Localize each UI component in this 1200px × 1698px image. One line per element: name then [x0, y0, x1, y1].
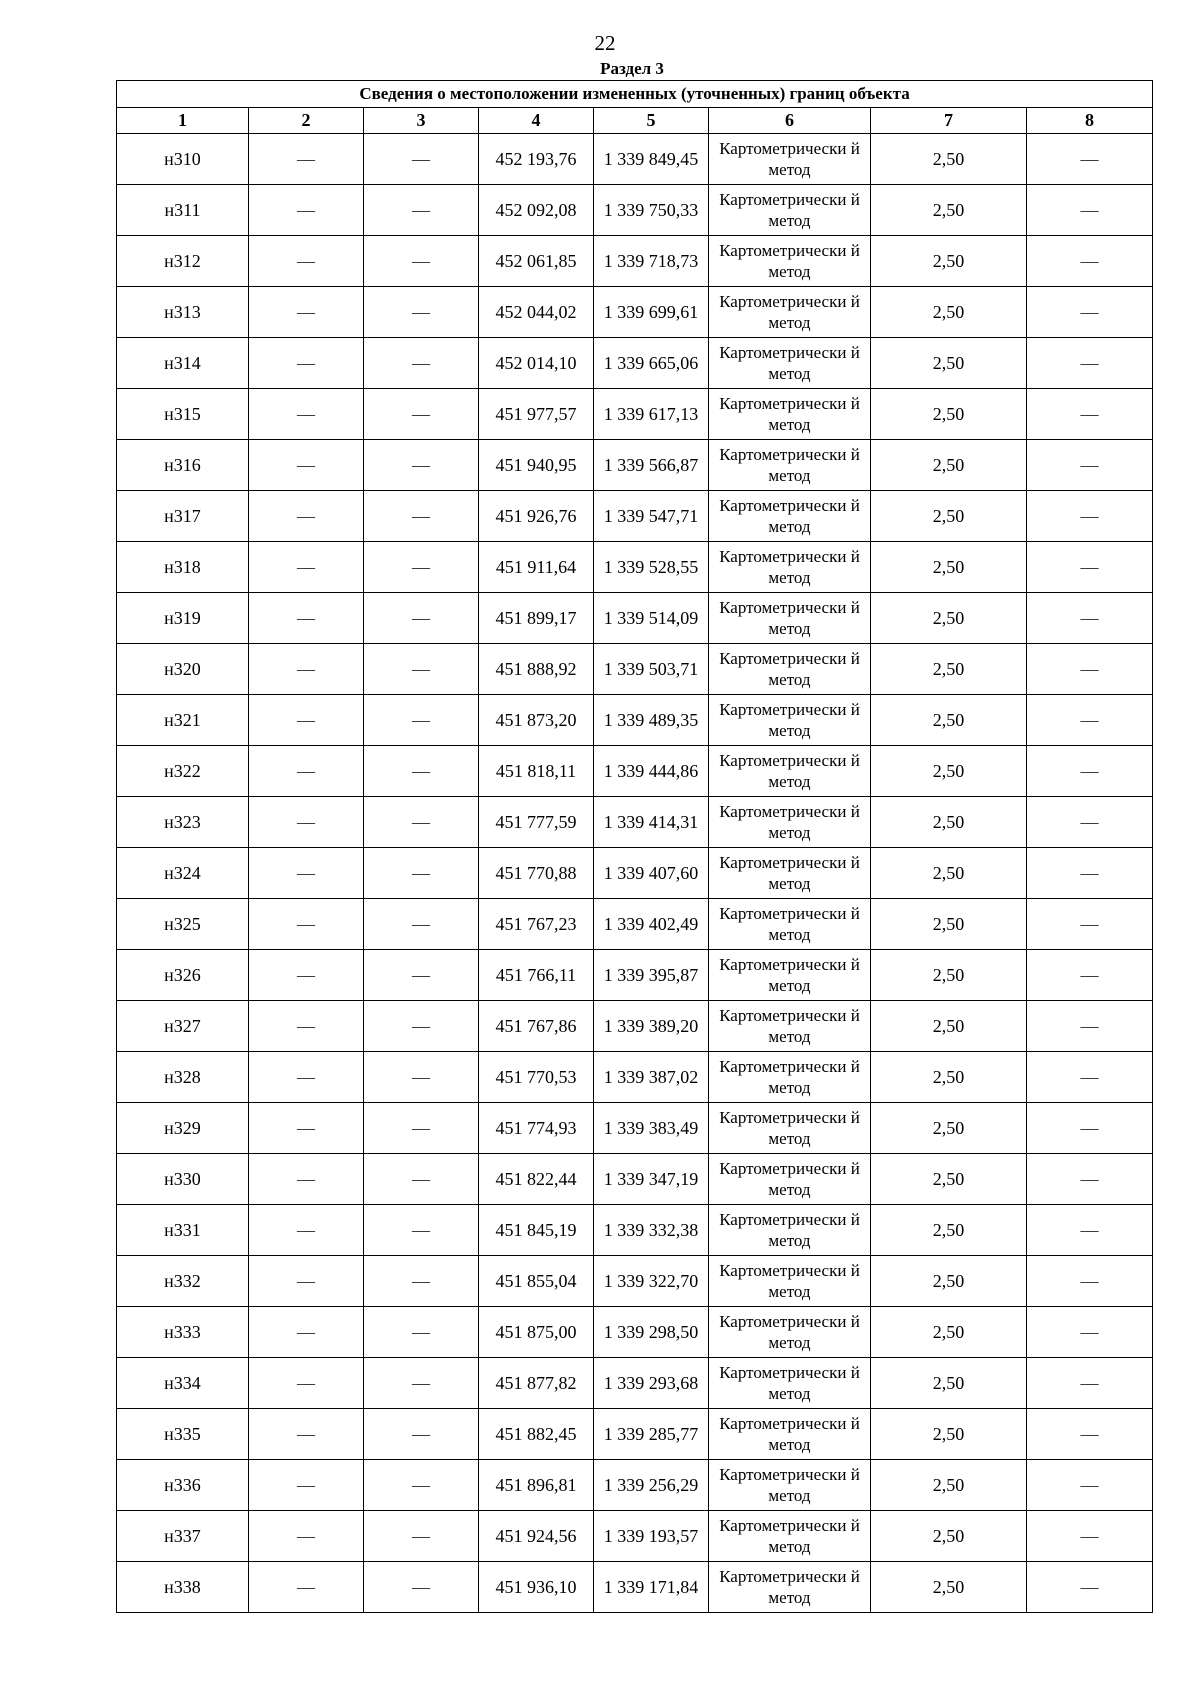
- x-coordinate-cell: 451 767,23: [479, 899, 594, 950]
- method-cell: Картометрически й метод: [709, 1052, 871, 1103]
- table-row: [117, 185, 1153, 236]
- accuracy-cell: 2,50: [871, 695, 1027, 746]
- point-number-cell: н325: [117, 899, 249, 950]
- method-cell: Картометрически й метод: [709, 1460, 871, 1511]
- x-coordinate-cell: 452 193,76: [479, 134, 594, 185]
- table-row: [117, 1256, 1153, 1307]
- x-coordinate-cell: 451 940,95: [479, 440, 594, 491]
- col8-cell: —: [1027, 1307, 1153, 1358]
- point-number-cell: н331: [117, 1205, 249, 1256]
- x-coordinate-cell: 451 911,64: [479, 542, 594, 593]
- col2-cell: —: [249, 1052, 364, 1103]
- col3-cell: —: [364, 134, 479, 185]
- method-cell: Картометрически й метод: [709, 1511, 871, 1562]
- table-row: [117, 1409, 1153, 1460]
- y-coordinate-cell: 1 339 489,35: [594, 695, 709, 746]
- col3-cell: —: [364, 1460, 479, 1511]
- method-cell: Картометрически й метод: [709, 1562, 871, 1613]
- method-cell: Картометрически й метод: [709, 440, 871, 491]
- point-number-cell: н323: [117, 797, 249, 848]
- accuracy-cell: 2,50: [871, 1511, 1027, 1562]
- col3-cell: —: [364, 1256, 479, 1307]
- col8-cell: —: [1027, 1511, 1153, 1562]
- table-caption: Сведения о местоположении измененных (уточненных) границ объекта: [117, 81, 1153, 108]
- method-cell: Картометрически й метод: [709, 338, 871, 389]
- y-coordinate-cell: 1 339 665,06: [594, 338, 709, 389]
- method-cell: Картометрически й метод: [709, 287, 871, 338]
- col2-cell: —: [249, 644, 364, 695]
- method-cell: Картометрически й метод: [709, 1307, 871, 1358]
- table-row: [117, 1103, 1153, 1154]
- col2-cell: —: [249, 1511, 364, 1562]
- table-header-row: [117, 108, 1153, 134]
- col2-cell: —: [249, 1460, 364, 1511]
- x-coordinate-cell: 451 936,10: [479, 1562, 594, 1613]
- point-number-cell: н322: [117, 746, 249, 797]
- table-row: [117, 899, 1153, 950]
- accuracy-cell: 2,50: [871, 1460, 1027, 1511]
- col2-cell: —: [249, 542, 364, 593]
- point-number-cell: н310: [117, 134, 249, 185]
- col3-cell: —: [364, 287, 479, 338]
- y-coordinate-cell: 1 339 298,50: [594, 1307, 709, 1358]
- x-coordinate-cell: 451 770,88: [479, 848, 594, 899]
- table-row: [117, 1562, 1153, 1613]
- col3-cell: —: [364, 1409, 479, 1460]
- col3-cell: —: [364, 491, 479, 542]
- x-coordinate-cell: 451 899,17: [479, 593, 594, 644]
- section-title: Раздел 3: [600, 59, 664, 78]
- x-coordinate-cell: 451 777,59: [479, 797, 594, 848]
- accuracy-cell: 2,50: [871, 950, 1027, 1001]
- x-coordinate-cell: 451 818,11: [479, 746, 594, 797]
- point-number-cell: н326: [117, 950, 249, 1001]
- col8-cell: —: [1027, 848, 1153, 899]
- col8-cell: —: [1027, 1358, 1153, 1409]
- table-row: [117, 287, 1153, 338]
- accuracy-cell: 2,50: [871, 236, 1027, 287]
- column-header: 5: [594, 108, 709, 134]
- point-number-cell: н313: [117, 287, 249, 338]
- y-coordinate-cell: 1 339 332,38: [594, 1205, 709, 1256]
- y-coordinate-cell: 1 339 547,71: [594, 491, 709, 542]
- col8-cell: —: [1027, 236, 1153, 287]
- y-coordinate-cell: 1 339 285,77: [594, 1409, 709, 1460]
- table-row: [117, 542, 1153, 593]
- y-coordinate-cell: 1 339 402,49: [594, 899, 709, 950]
- col2-cell: —: [249, 950, 364, 1001]
- y-coordinate-cell: 1 339 322,70: [594, 1256, 709, 1307]
- col8-cell: —: [1027, 1205, 1153, 1256]
- col3-cell: —: [364, 899, 479, 950]
- accuracy-cell: 2,50: [871, 1307, 1027, 1358]
- y-coordinate-cell: 1 339 444,86: [594, 746, 709, 797]
- column-header: 8: [1027, 108, 1153, 134]
- point-number-cell: н324: [117, 848, 249, 899]
- column-header: 1: [117, 108, 249, 134]
- y-coordinate-cell: 1 339 750,33: [594, 185, 709, 236]
- col2-cell: —: [249, 899, 364, 950]
- x-coordinate-cell: 451 855,04: [479, 1256, 594, 1307]
- col8-cell: —: [1027, 950, 1153, 1001]
- method-cell: Картометрически й метод: [709, 185, 871, 236]
- x-coordinate-cell: 451 896,81: [479, 1460, 594, 1511]
- col3-cell: —: [364, 1307, 479, 1358]
- y-coordinate-cell: 1 339 407,60: [594, 848, 709, 899]
- table-row: [117, 491, 1153, 542]
- col2-cell: —: [249, 185, 364, 236]
- col8-cell: —: [1027, 1409, 1153, 1460]
- point-number-cell: н318: [117, 542, 249, 593]
- accuracy-cell: 2,50: [871, 1154, 1027, 1205]
- col3-cell: —: [364, 695, 479, 746]
- point-number-cell: н335: [117, 1409, 249, 1460]
- col2-cell: —: [249, 389, 364, 440]
- col3-cell: —: [364, 1052, 479, 1103]
- accuracy-cell: 2,50: [871, 1358, 1027, 1409]
- accuracy-cell: 2,50: [871, 134, 1027, 185]
- col3-cell: —: [364, 746, 479, 797]
- table-row: [117, 1460, 1153, 1511]
- accuracy-cell: 2,50: [871, 746, 1027, 797]
- x-coordinate-cell: 452 092,08: [479, 185, 594, 236]
- point-number-cell: н320: [117, 644, 249, 695]
- col8-cell: —: [1027, 1154, 1153, 1205]
- column-header: 2: [249, 108, 364, 134]
- col8-cell: —: [1027, 287, 1153, 338]
- y-coordinate-cell: 1 339 293,68: [594, 1358, 709, 1409]
- x-coordinate-cell: 451 774,93: [479, 1103, 594, 1154]
- table-row: [117, 389, 1153, 440]
- point-number-cell: н311: [117, 185, 249, 236]
- method-cell: Картометрически й метод: [709, 1256, 871, 1307]
- x-coordinate-cell: 451 924,56: [479, 1511, 594, 1562]
- table-row: [117, 695, 1153, 746]
- y-coordinate-cell: 1 339 387,02: [594, 1052, 709, 1103]
- point-number-cell: н328: [117, 1052, 249, 1103]
- table-row: [117, 1205, 1153, 1256]
- x-coordinate-cell: 451 766,11: [479, 950, 594, 1001]
- table-row: [117, 950, 1153, 1001]
- method-cell: Картометрически й метод: [709, 746, 871, 797]
- point-number-cell: н333: [117, 1307, 249, 1358]
- col3-cell: —: [364, 236, 479, 287]
- table-row: [117, 338, 1153, 389]
- table-row: [117, 134, 1153, 185]
- col2-cell: —: [249, 695, 364, 746]
- col3-cell: —: [364, 1205, 479, 1256]
- accuracy-cell: 2,50: [871, 1256, 1027, 1307]
- accuracy-cell: 2,50: [871, 1562, 1027, 1613]
- table-row: [117, 644, 1153, 695]
- y-coordinate-cell: 1 339 414,31: [594, 797, 709, 848]
- col8-cell: —: [1027, 389, 1153, 440]
- col8-cell: —: [1027, 134, 1153, 185]
- point-number-cell: н317: [117, 491, 249, 542]
- col8-cell: —: [1027, 1256, 1153, 1307]
- table-row: [117, 1154, 1153, 1205]
- method-cell: Картометрически й метод: [709, 389, 871, 440]
- x-coordinate-cell: 451 770,53: [479, 1052, 594, 1103]
- col8-cell: —: [1027, 899, 1153, 950]
- point-number-cell: н314: [117, 338, 249, 389]
- col3-cell: —: [364, 1103, 479, 1154]
- col2-cell: —: [249, 593, 364, 644]
- col8-cell: —: [1027, 695, 1153, 746]
- table-row: [117, 1511, 1153, 1562]
- col2-cell: —: [249, 1409, 364, 1460]
- col8-cell: —: [1027, 1460, 1153, 1511]
- col8-cell: —: [1027, 338, 1153, 389]
- page-number: 22: [594, 31, 616, 55]
- method-cell: Картометрически й метод: [709, 1154, 871, 1205]
- point-number-cell: н327: [117, 1001, 249, 1052]
- x-coordinate-cell: 451 926,76: [479, 491, 594, 542]
- point-number-cell: н334: [117, 1358, 249, 1409]
- point-number-cell: н316: [117, 440, 249, 491]
- col8-cell: —: [1027, 185, 1153, 236]
- accuracy-cell: 2,50: [871, 1409, 1027, 1460]
- col8-cell: —: [1027, 440, 1153, 491]
- col2-cell: —: [249, 287, 364, 338]
- y-coordinate-cell: 1 339 389,20: [594, 1001, 709, 1052]
- x-coordinate-cell: 451 767,86: [479, 1001, 594, 1052]
- method-cell: Картометрически й метод: [709, 1001, 871, 1052]
- method-cell: Картометрически й метод: [709, 644, 871, 695]
- col2-cell: —: [249, 1256, 364, 1307]
- col2-cell: —: [249, 1103, 364, 1154]
- y-coordinate-cell: 1 339 193,57: [594, 1511, 709, 1562]
- method-cell: Картометрически й метод: [709, 491, 871, 542]
- method-cell: Картометрически й метод: [709, 1103, 871, 1154]
- accuracy-cell: 2,50: [871, 899, 1027, 950]
- col3-cell: —: [364, 542, 479, 593]
- col2-cell: —: [249, 1001, 364, 1052]
- point-number-cell: н330: [117, 1154, 249, 1205]
- col2-cell: —: [249, 236, 364, 287]
- point-number-cell: н321: [117, 695, 249, 746]
- table-row: [117, 746, 1153, 797]
- table-row: [117, 1307, 1153, 1358]
- method-cell: Картометрически й метод: [709, 542, 871, 593]
- x-coordinate-cell: 451 977,57: [479, 389, 594, 440]
- x-coordinate-cell: 451 888,92: [479, 644, 594, 695]
- y-coordinate-cell: 1 339 383,49: [594, 1103, 709, 1154]
- point-number-cell: н329: [117, 1103, 249, 1154]
- y-coordinate-cell: 1 339 617,13: [594, 389, 709, 440]
- accuracy-cell: 2,50: [871, 542, 1027, 593]
- y-coordinate-cell: 1 339 699,61: [594, 287, 709, 338]
- method-cell: Картометрически й метод: [709, 1205, 871, 1256]
- col8-cell: —: [1027, 797, 1153, 848]
- col3-cell: —: [364, 440, 479, 491]
- point-number-cell: н332: [117, 1256, 249, 1307]
- col3-cell: —: [364, 1001, 479, 1052]
- point-number-cell: н319: [117, 593, 249, 644]
- method-cell: Картометрически й метод: [709, 1358, 871, 1409]
- col2-cell: —: [249, 1154, 364, 1205]
- x-coordinate-cell: 451 822,44: [479, 1154, 594, 1205]
- col8-cell: —: [1027, 644, 1153, 695]
- accuracy-cell: 2,50: [871, 491, 1027, 542]
- column-header: 6: [709, 108, 871, 134]
- col8-cell: —: [1027, 542, 1153, 593]
- column-header: 3: [364, 108, 479, 134]
- table-body: [117, 134, 1153, 1613]
- table-row: [117, 797, 1153, 848]
- accuracy-cell: 2,50: [871, 848, 1027, 899]
- col8-cell: —: [1027, 1052, 1153, 1103]
- method-cell: Картометрически й метод: [709, 593, 871, 644]
- table-row: [117, 593, 1153, 644]
- accuracy-cell: 2,50: [871, 287, 1027, 338]
- col2-cell: —: [249, 134, 364, 185]
- accuracy-cell: 2,50: [871, 593, 1027, 644]
- x-coordinate-cell: 452 044,02: [479, 287, 594, 338]
- method-cell: Картометрически й метод: [709, 950, 871, 1001]
- accuracy-cell: 2,50: [871, 338, 1027, 389]
- col8-cell: —: [1027, 1001, 1153, 1052]
- col3-cell: —: [364, 848, 479, 899]
- col3-cell: —: [364, 185, 479, 236]
- col2-cell: —: [249, 1562, 364, 1613]
- col3-cell: —: [364, 338, 479, 389]
- accuracy-cell: 2,50: [871, 389, 1027, 440]
- x-coordinate-cell: 451 882,45: [479, 1409, 594, 1460]
- x-coordinate-cell: 451 845,19: [479, 1205, 594, 1256]
- y-coordinate-cell: 1 339 395,87: [594, 950, 709, 1001]
- col8-cell: —: [1027, 746, 1153, 797]
- col3-cell: —: [364, 593, 479, 644]
- point-number-cell: н315: [117, 389, 249, 440]
- y-coordinate-cell: 1 339 256,29: [594, 1460, 709, 1511]
- col3-cell: —: [364, 797, 479, 848]
- accuracy-cell: 2,50: [871, 185, 1027, 236]
- y-coordinate-cell: 1 339 528,55: [594, 542, 709, 593]
- y-coordinate-cell: 1 339 503,71: [594, 644, 709, 695]
- method-cell: Картометрически й метод: [709, 899, 871, 950]
- col8-cell: —: [1027, 593, 1153, 644]
- method-cell: Картометрически й метод: [709, 695, 871, 746]
- point-number-cell: н312: [117, 236, 249, 287]
- method-cell: Картометрически й метод: [709, 1409, 871, 1460]
- col3-cell: —: [364, 389, 479, 440]
- col2-cell: —: [249, 1358, 364, 1409]
- col3-cell: —: [364, 1154, 479, 1205]
- col2-cell: —: [249, 491, 364, 542]
- x-coordinate-cell: 451 873,20: [479, 695, 594, 746]
- col8-cell: —: [1027, 1103, 1153, 1154]
- y-coordinate-cell: 1 339 171,84: [594, 1562, 709, 1613]
- y-coordinate-cell: 1 339 514,09: [594, 593, 709, 644]
- boundary-coordinates-table: [116, 80, 1153, 1613]
- col3-cell: —: [364, 950, 479, 1001]
- point-number-cell: н336: [117, 1460, 249, 1511]
- table-caption-row: [117, 81, 1153, 108]
- x-coordinate-cell: 452 014,10: [479, 338, 594, 389]
- accuracy-cell: 2,50: [871, 440, 1027, 491]
- y-coordinate-cell: 1 339 849,45: [594, 134, 709, 185]
- col2-cell: —: [249, 1205, 364, 1256]
- accuracy-cell: 2,50: [871, 1103, 1027, 1154]
- table-row: [117, 1052, 1153, 1103]
- point-number-cell: н338: [117, 1562, 249, 1613]
- col2-cell: —: [249, 848, 364, 899]
- table-row: [117, 1358, 1153, 1409]
- col2-cell: —: [249, 797, 364, 848]
- col8-cell: —: [1027, 1562, 1153, 1613]
- col3-cell: —: [364, 1511, 479, 1562]
- table-row: [117, 1001, 1153, 1052]
- accuracy-cell: 2,50: [871, 644, 1027, 695]
- accuracy-cell: 2,50: [871, 1205, 1027, 1256]
- col8-cell: —: [1027, 491, 1153, 542]
- method-cell: Картометрически й метод: [709, 848, 871, 899]
- column-header: 7: [871, 108, 1027, 134]
- x-coordinate-cell: 452 061,85: [479, 236, 594, 287]
- col2-cell: —: [249, 746, 364, 797]
- method-cell: Картометрически й метод: [709, 134, 871, 185]
- accuracy-cell: 2,50: [871, 1001, 1027, 1052]
- col2-cell: —: [249, 440, 364, 491]
- method-cell: Картометрически й метод: [709, 236, 871, 287]
- accuracy-cell: 2,50: [871, 1052, 1027, 1103]
- table-row: [117, 236, 1153, 287]
- col2-cell: —: [249, 1307, 364, 1358]
- x-coordinate-cell: 451 875,00: [479, 1307, 594, 1358]
- col3-cell: —: [364, 1358, 479, 1409]
- method-cell: Картометрически й метод: [709, 797, 871, 848]
- y-coordinate-cell: 1 339 566,87: [594, 440, 709, 491]
- y-coordinate-cell: 1 339 718,73: [594, 236, 709, 287]
- point-number-cell: н337: [117, 1511, 249, 1562]
- y-coordinate-cell: 1 339 347,19: [594, 1154, 709, 1205]
- table-row: [117, 440, 1153, 491]
- x-coordinate-cell: 451 877,82: [479, 1358, 594, 1409]
- col3-cell: —: [364, 644, 479, 695]
- column-header: 4: [479, 108, 594, 134]
- accuracy-cell: 2,50: [871, 797, 1027, 848]
- col2-cell: —: [249, 338, 364, 389]
- col3-cell: —: [364, 1562, 479, 1613]
- table-row: [117, 848, 1153, 899]
